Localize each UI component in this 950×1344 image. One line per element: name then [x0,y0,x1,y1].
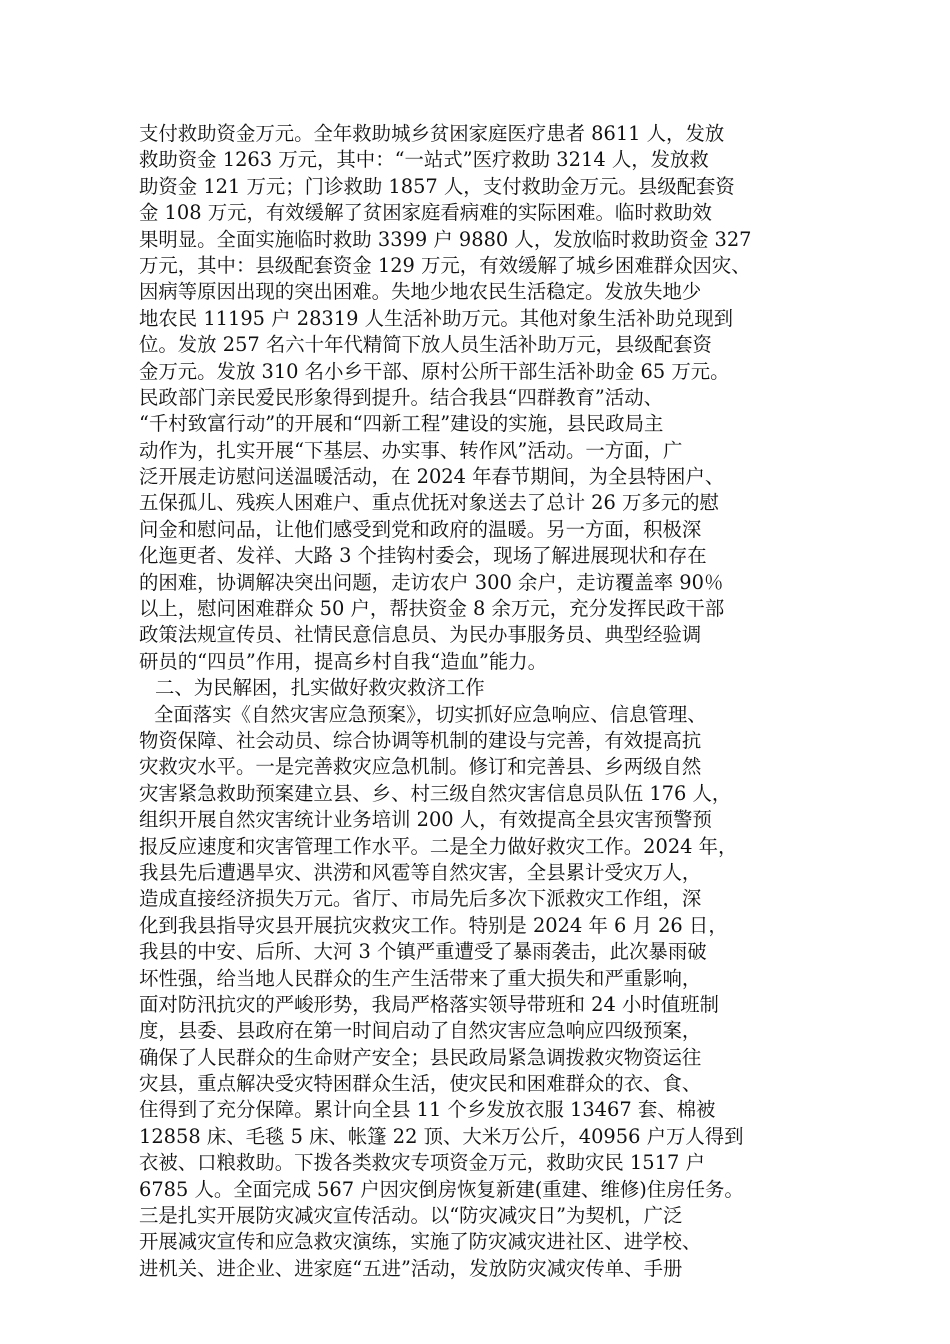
text-line: 果明显。全面实施临时救助 3399 户 9880 人，发放临时救助资金 327 [139,227,752,251]
text-line: 金 108 万元，有效缓解了贫困家庭看病难的实际困难。临时救助效 [139,201,712,225]
text-line: 泛开展走访慰问送温暖活动，在 2024 年春节期间，为全县特困户、 [139,465,725,489]
text-line: 位。发放 257 名六十年代精简下放人员生活补助万元，县级配套资 [139,333,712,357]
text-line: 因病等原因出现的突出困难。失地少地农民生活稳定。发放失地少 [139,280,702,304]
text-line: 物资保障、社会动员、综合协调等机制的建设与完善，有效提高抗 [139,728,702,752]
text-line: 灾害紧急救助预案建立县、乡、村三级自然灾害信息员队伍 176 人， [139,781,732,805]
text-line: 三是扎实开展防灾减灾宣传活动。以“防灾减灾日”为契机，广泛 [139,1204,683,1228]
text-line: 进机关、进企业、进家庭“五进”活动，发放防灾减灾传单、手册 [139,1256,683,1280]
text-line: 动作为，扎实开展“下基层、办实事、转作风”活动。一方面，广 [139,438,683,462]
text-line: 开展减灾宣传和应急救灾演练，实施了防灾减灾进社区、进学校、 [139,1230,702,1254]
text-line: 化到我县指导灾县开展抗灾救灾工作。特别是 2024 年 6 月 26 日， [139,913,728,937]
text-line: 支付救助资金万元。全年救助城乡贫困家庭医疗患者 8611 人，发放 [139,122,725,145]
text-line: 组织开展自然灾害统计业务培训 200 人，有效提高全县灾害预警预 [139,808,712,832]
text-line: 我县的中安、后所、大河 3 个镇严重遭受了暴雨袭击，此次暴雨破 [139,940,707,964]
section-heading: 二、为民解困，扎实做好救灾救济工作 [155,676,485,700]
text-line: 救助资金 1263 万元，其中：“一站式”医疗救助 3214 人，发放救 [139,148,709,172]
text-line: 万元，其中：县级配套资金 129 万元，有效缓解了城乡困难群众因灾、 [139,253,751,277]
text-line: 确保了人民群众的生命财产安全；县民政局紧急调拨救灾物资运往 [139,1045,702,1069]
text-line: 度，县委、县政府在第一时间启动了自然灾害应急响应四级预案， [139,1019,702,1043]
text-line: 面对防汛抗灾的严峻形势，我局严格落实领导带班和 24 小时值班制 [139,992,719,1016]
text-line: 的困难，协调解决突出问题，走访农户 300 余户，走访覆盖率 90％ [139,570,724,594]
text-line: 6785 人。全面完成 567 户因灾倒房恢复新建(重建、维修)住房任务。 [139,1177,744,1201]
text-line: 灾救灾水平。一是完善救灾应急机制。修订和完善县、乡两级自然 [139,755,702,779]
text-line: 金万元。发放 310 名小乡干部、原村公所干部生活补助金 65 万元。 [139,359,730,383]
text-line: 五保孤儿、残疾人困难户、重点优抚对象送去了总计 26 万多元的慰 [139,491,719,515]
text-line: 坏性强，给当地人民群众的生产生活带来了重大损失和严重影响， [139,966,702,990]
text-line: 地农民 11195 户 28319 人生活补助万元。其他对象生活补助兑现到 [139,306,734,330]
text-line: 研员的“四员”作用，提高乡村自我“造血”能力。 [139,649,548,673]
text-line: “千村致富行动”的开展和“四新工程”建设的实施，县民政局主 [139,412,664,436]
text-line: 助资金 121 万元；门诊救助 1857 人，支付救助金万元。县级配套资 [139,174,735,198]
text-line: 以上，慰问困难群众 50 户，帮扶资金 8 余万元，充分发挥民政干部 [139,597,725,621]
text-line: 造成直接经济损失万元。省厅、市局先后多次下派救灾工作组，深 [139,887,702,911]
text-line: 化迤更者、发祥、大路 3 个挂钩村委会，现场了解进展现状和存在 [139,544,707,568]
text-line: 衣被、口粮救助。下拨各类救灾专项资金万元，救助灾民 1517 户 [139,1151,705,1175]
paragraph-first-line: 全面落实《自然灾害应急预案》，切实抓好应急响应、信息管理、 [154,702,707,726]
text-line: 民政部门亲民爱民形象得到提升。结合我县“四群教育”活动、 [139,385,663,409]
text-line: 灾县，重点解决受灾特困群众生活，使灾民和困难群众的衣、食、 [139,1072,702,1096]
text-line: 我县先后遭遇旱灾、洪涝和风雹等自然灾害，全县累计受灾万人， [139,860,702,884]
text-line: 住得到了充分保障。累计向全县 11 个乡发放衣服 13467 套、棉被 [139,1098,716,1122]
document-body [139,121,829,1282]
text-line: 政策法规宣传员、社情民意信息员、为民办事服务员、典型经验调 [139,623,702,647]
text-line: 12858 床、毛毯 5 床、帐篷 22 顶、大米万公斤，40956 户万人得到 [139,1124,744,1148]
text-line: 问金和慰问品，让他们感受到党和政府的温暖。另一方面，积极深 [139,517,702,541]
text-line: 报反应速度和灾害管理工作水平。二是全力做好救灾工作。2024 年， [139,834,738,858]
